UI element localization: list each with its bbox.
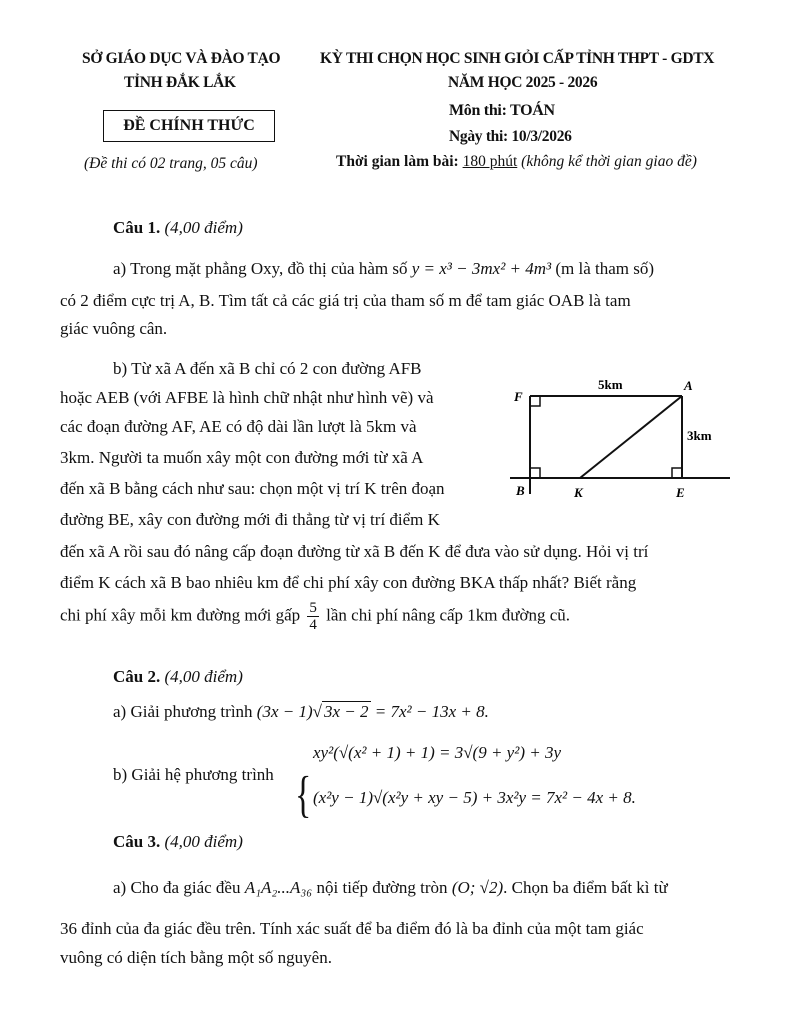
length-right: 3km: [687, 428, 712, 443]
segment-KA: [580, 396, 682, 478]
q1b-line2: hoặc AEB (với AFBE là hình chữ nhật như hình vẽ) và: [60, 388, 434, 407]
dept-line2: TỈNH ĐẮK LẮK: [124, 74, 236, 91]
q2-points: (4,00 điểm): [164, 667, 243, 686]
q1b-line5: đến xã B bằng cách như sau: chọn một vị trí K trên đoạn: [60, 479, 445, 498]
subject: Môn thi: TOÁN: [449, 102, 555, 119]
q2b-eq1: xy²(√(x² + 1) + 1) = 3√(9 + y²) + 3y: [313, 743, 562, 762]
q1b-line3: các đoạn đường AF, AE có độ dài lần lượt là 5km và: [60, 417, 417, 436]
exam-date: Ngày thi: 10/3/2026: [449, 128, 572, 145]
q3a-polygon: A₁A₂...A₃₆: [244, 878, 313, 897]
dept-line1: SỞ GIÁO DỤC VÀ ĐÀO TẠO: [82, 50, 281, 67]
q1a-line3: giác vuông cân.: [60, 319, 168, 338]
q1a-param: (m là tham số): [555, 259, 655, 278]
q3-title: Câu 3.: [113, 832, 161, 851]
q1b-line4: 3km. Người ta muốn xây một con đường mới từ xã A: [60, 448, 424, 467]
q1b-line9-pre: chi phí xây mỗi km đường mới gấp: [60, 605, 301, 625]
right-angle-E: [672, 468, 682, 478]
q1a-prefix: a) Trong mặt phẳng Oxy, đồ thị của hàm số: [113, 259, 412, 278]
school-year: NĂM HỌC 2025 - 2026: [448, 74, 598, 91]
q1b-line9-post: lần chi phí nâng cấp 1km đường cũ.: [326, 605, 571, 625]
q1a-line1: [113, 254, 654, 283]
exam-title: KỲ THI CHỌN HỌC SINH GIỎI CẤP TỈNH THPT - GDTX: [320, 50, 715, 67]
q3a-line3: vuông có diện tích bằng một số nguyên.: [60, 948, 332, 967]
time-line: [336, 153, 697, 171]
official-box: [103, 110, 275, 142]
q1b-line6: đường BE, xây con đường mới đi thẳng từ vị trí điểm K: [60, 510, 440, 529]
label-B: B: [516, 483, 525, 498]
label-F: F: [514, 389, 523, 404]
q3a-mid: nội tiếp đường tròn: [312, 878, 452, 897]
q2a-eq-right: = 7x² − 13x + 8.: [370, 702, 489, 721]
q1-title: Câu 1.: [113, 218, 161, 237]
right-angle-F: [530, 396, 540, 406]
q1a-function: y = x³ − 3mx² + 4m³: [411, 259, 552, 278]
q1b-line8: điểm K cách xã B bao nhiêu km để chi phí xây con đường BKA thấp nhất? Biết rằng: [60, 573, 637, 592]
q1b-line9: [60, 600, 570, 633]
q1b-line1: b) Từ xã A đến xã B chỉ có 2 con đường AFB: [113, 359, 422, 378]
q1a-line2: có 2 điểm cực trị A, B. Tìm tất cả các giá trị của tham số m để tam giác OAB là tam: [60, 291, 631, 310]
q3a-prefix: a) Cho đa giác đều: [113, 878, 245, 897]
frac-den: 4: [309, 617, 317, 633]
length-top: 5km: [598, 377, 623, 392]
q2a-line: a) Giải phương trình (3x − 1)√ 3x − 2 = 7x² − 13x + 8.: [113, 702, 489, 721]
q2a-prefix: a) Giải phương trình: [113, 702, 257, 721]
q2b-prefix: b) Giải hệ phương trình: [113, 765, 274, 784]
q3a-line1: [113, 873, 668, 902]
right-angle-B: [530, 468, 540, 478]
system-brace: {: [295, 767, 312, 823]
q2-title: Câu 2.: [113, 667, 161, 686]
q2b-eq2: (x²y − 1)√(x²y + xy − 5) + 3x²y = 7x² − 4x + 8.: [313, 788, 636, 807]
official-label: ĐỀ CHÍNH THỨC: [123, 117, 255, 134]
rectangle-figure: [508, 368, 736, 508]
q3-heading: [113, 827, 243, 856]
label-E: E: [676, 485, 685, 500]
cost-ratio-fraction: [307, 600, 319, 633]
q1-heading: [113, 213, 243, 242]
time-value: 180 phút: [462, 153, 518, 170]
pages-note: (Đề thi có 02 trang, 05 câu): [84, 155, 258, 172]
time-note: (không kể thời gian giao đề): [521, 153, 697, 170]
time-prefix: Thời gian làm bài:: [336, 153, 463, 170]
q2-heading: [113, 662, 243, 691]
label-K: K: [574, 485, 583, 500]
q3a-post: . Chọn ba điểm bất kì từ: [503, 878, 668, 897]
q3a-line2: 36 đỉnh của đa giác đều trên. Tính xác suất để ba điểm đó là ba đỉnh của một tam giác: [60, 919, 644, 938]
q3a-circle: (O; √2): [451, 878, 504, 897]
q3-points: (4,00 điểm): [164, 832, 243, 851]
frac-num: 5: [309, 600, 317, 616]
q1b-line7: đến xã A rồi sau đó nâng cấp đoạn đường từ xã B đến K để đưa vào sử dụng. Hỏi vị trí: [60, 542, 649, 561]
q2a-eq-sqrt: 3x − 2: [323, 702, 369, 721]
label-A: A: [684, 378, 693, 393]
q1-points: (4,00 điểm): [164, 218, 243, 237]
q2a-eq-left: (3x − 1): [256, 702, 313, 721]
